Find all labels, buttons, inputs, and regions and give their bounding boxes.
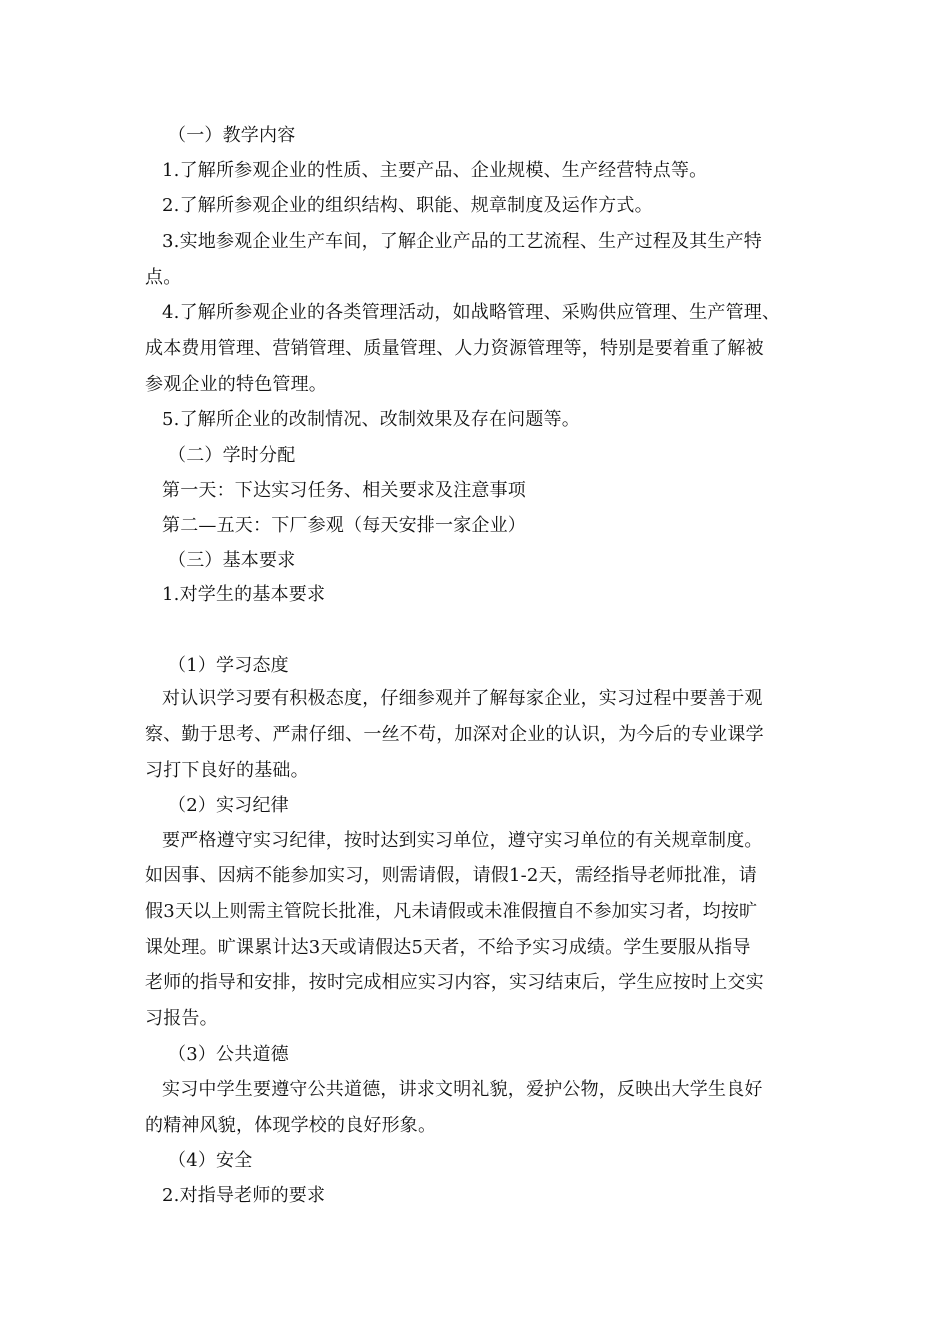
- paragraph-line: 4.了解所参观企业的各类管理活动，如战略管理、采购供应管理、生产管理、: [162, 302, 781, 323]
- paragraph-line: 实习中学生要遵守公共道德，讲求文明礼貌，爱护公物，反映出大学生良好: [162, 1079, 763, 1100]
- subheading-study-attitude: （1）学习态度: [168, 655, 289, 676]
- paragraph-line: 要严格遵守实习纪律，按时达到实习单位，遵守实习单位的有关规章制度。: [162, 830, 763, 851]
- paragraph-line: 2.了解所参观企业的组织结构、职能、规章制度及运作方式。: [162, 195, 653, 216]
- paragraph-line: 第二—五天：下厂参观（每天安排一家企业）: [162, 515, 526, 536]
- paragraph-line: 的精神风貌，体现学校的良好形象。: [145, 1115, 437, 1136]
- paragraph-line: 5.了解所企业的改制情况、改制效果及存在问题等。: [162, 409, 580, 430]
- paragraph-line: 3.实地参观企业生产车间，了解企业产品的工艺流程、生产过程及其生产特: [162, 231, 762, 252]
- paragraph-line: 对认识学习要有积极态度，仔细参观并了解每家企业，实习过程中要善于观: [162, 688, 763, 709]
- paragraph-line: 习打下良好的基础。: [145, 760, 309, 781]
- paragraph-line: 参观企业的特色管理。: [145, 374, 327, 395]
- section-heading-teaching-content: （一）教学内容: [168, 125, 296, 146]
- paragraph-line: 假3天以上则需主管院长批准，凡未请假或未准假擅自不参加实习者，均按旷: [145, 901, 758, 922]
- paragraph-line: 如因事、因病不能参加实习，则需请假，请假1-2天，需经指导老师批准，请: [145, 865, 757, 886]
- subheading-discipline: （2）实习纪律: [168, 795, 289, 816]
- paragraph-line: 课处理。旷课累计达3天或请假达5天者，不给予实习成绩。学生要服从指导: [145, 937, 751, 958]
- section-heading-hours: （二）学时分配: [168, 445, 296, 466]
- section-heading-requirements: （三）基本要求: [168, 550, 296, 571]
- subheading-student-requirements: 1.对学生的基本要求: [162, 584, 326, 605]
- paragraph-line: 第一天：下达实习任务、相关要求及注意事项: [162, 480, 526, 501]
- paragraph-line: 成本费用管理、营销管理、质量管理、人力资源管理等，特别是要着重了解被: [145, 338, 764, 359]
- paragraph-line: 1.了解所参观企业的性质、主要产品、企业规模、生产经营特点等。: [162, 160, 708, 181]
- subheading-public-morality: （3）公共道德: [168, 1044, 289, 1065]
- subheading-safety: （4）安全: [168, 1150, 253, 1171]
- paragraph-line: 老师的指导和安排，按时完成相应实习内容，实习结束后，学生应按时上交实: [145, 972, 764, 993]
- paragraph-line: 习报告。: [145, 1008, 218, 1029]
- paragraph-line: 察、勤于思考、严肃仔细、一丝不苟，加深对企业的认识，为今后的专业课学: [145, 724, 764, 745]
- subheading-teacher-requirements: 2.对指导老师的要求: [162, 1185, 326, 1206]
- paragraph-line: 点。: [145, 267, 182, 288]
